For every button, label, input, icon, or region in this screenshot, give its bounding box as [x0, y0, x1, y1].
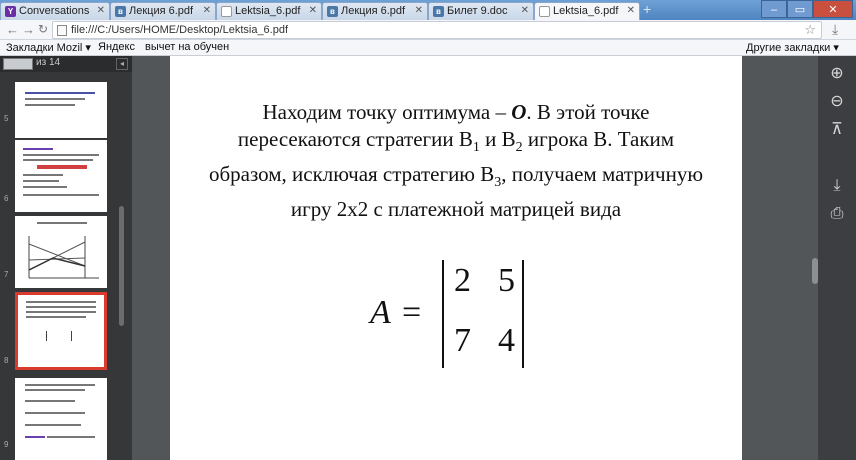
determinant-bar-left [442, 260, 444, 368]
tab-label: Lektsia_6.pdf [235, 5, 301, 17]
close-icon[interactable]: ✕ [308, 5, 317, 16]
graph-thumbnail [15, 230, 107, 286]
page-icon [539, 6, 550, 17]
matrix-cell: 5 [498, 262, 515, 299]
determinant-bar-right [522, 260, 524, 368]
maximize-button[interactable]: ▭ [787, 0, 813, 18]
zoom-in-icon[interactable]: ⊕ [830, 65, 844, 82]
tab-lecture-vk-2[interactable] [322, 2, 428, 20]
tab-lektsia-pdf-1[interactable] [216, 2, 322, 20]
vk-icon: в [327, 6, 338, 17]
matrix-cell: 7 [454, 322, 471, 359]
payoff-matrix [370, 260, 570, 370]
slide-text: Находим точку оптимума – O. В этой точке пересекаются стратегии $B_1$ и $B_2$ игрока B. Таким образом, исключая стратегию $B_3$, получаем матричную игру 2х2 с платежной матрицей вида [208, 100, 704, 222]
bookmark-yandex[interactable]: Яндекс [98, 41, 135, 53]
tab-ticket-doc[interactable] [428, 2, 534, 20]
thumbnail-page-5[interactable] [15, 82, 107, 138]
thumbnail-number: 6 [4, 194, 9, 203]
collapse-sidebar-icon[interactable]: ◂ [116, 58, 128, 70]
tab-conversations[interactable] [0, 2, 110, 20]
bookmark-tax[interactable]: вычет на обучен [145, 41, 230, 53]
thumbnail-number: 5 [4, 114, 9, 123]
fit-page-icon[interactable]: ⊼ [831, 121, 843, 138]
matrix-name: A [370, 294, 391, 331]
pdf-viewer [132, 56, 818, 460]
bookmarks-bar [0, 40, 856, 56]
bookmark-mozilla[interactable]: Закладки Mozil ▾ [6, 42, 91, 54]
close-icon[interactable]: ✕ [626, 5, 635, 16]
reload-icon[interactable]: ↻ [38, 22, 49, 36]
matrix-cell: 2 [454, 262, 471, 299]
thumbnail-number: 8 [4, 356, 9, 365]
forward-arrow-icon[interactable]: → [22, 22, 35, 37]
url-text: file:///C:/Users/HOME/Desktop/Lektsia_6.pdf [71, 24, 289, 36]
page-icon [221, 6, 232, 17]
page-nav-header [0, 56, 132, 72]
tab-lecture-vk-1[interactable] [110, 2, 216, 20]
back-arrow-icon[interactable]: ← [6, 22, 19, 37]
minimize-button[interactable]: – [761, 0, 787, 18]
tab-label: Билет 9.doc [447, 5, 508, 17]
thumbnail-page-6[interactable] [15, 140, 107, 212]
print-icon[interactable]: ⎙ [830, 205, 844, 222]
vk-icon: в [115, 6, 126, 17]
pdf-page [170, 56, 742, 460]
address-bar[interactable] [52, 21, 822, 39]
page-icon [57, 25, 67, 36]
thumbnail-number: 7 [4, 270, 9, 279]
download-icon[interactable]: ⤓ [833, 177, 841, 194]
tab-lektsia-pdf-active[interactable] [534, 2, 640, 21]
pdf-toolbar [818, 56, 856, 460]
close-icon[interactable]: ✕ [96, 5, 105, 16]
page-total: из 14 [36, 57, 61, 68]
close-icon[interactable]: ✕ [414, 5, 423, 16]
page-number-input[interactable] [3, 58, 33, 70]
zoom-out-icon[interactable]: ⊖ [830, 93, 844, 110]
download-icon[interactable]: ⤓ [832, 21, 839, 37]
close-icon[interactable]: ✕ [202, 5, 211, 16]
yahoo-icon: Y [5, 6, 16, 17]
tab-label: Conversations [19, 5, 90, 17]
thumbnail-page-7[interactable] [15, 216, 107, 288]
tab-strip [0, 0, 856, 20]
matrix-equals: = [402, 294, 422, 331]
new-tab-button[interactable]: + [643, 1, 652, 17]
tab-label: Лекция 6.pdf [129, 5, 194, 17]
close-icon[interactable]: ✕ [520, 5, 529, 16]
window-close-button[interactable]: ✕ [813, 0, 853, 18]
other-bookmarks[interactable]: Другие закладки ▾ [746, 42, 839, 54]
vk-icon: в [433, 6, 444, 17]
thumbnail-sidebar [0, 56, 132, 460]
thumbnail-number: 9 [4, 440, 9, 449]
matrix-cell: 4 [498, 322, 515, 359]
thumbnail-page-9[interactable] [15, 378, 107, 460]
thumbnail-page-8-selected[interactable] [15, 292, 107, 370]
sidebar-scrollbar[interactable] [119, 206, 124, 326]
navigation-bar [0, 20, 856, 40]
tab-label: Lektsia_6.pdf [553, 5, 619, 17]
star-icon[interactable]: ☆ [804, 22, 816, 37]
tab-label: Лекция 6.pdf [341, 5, 406, 17]
